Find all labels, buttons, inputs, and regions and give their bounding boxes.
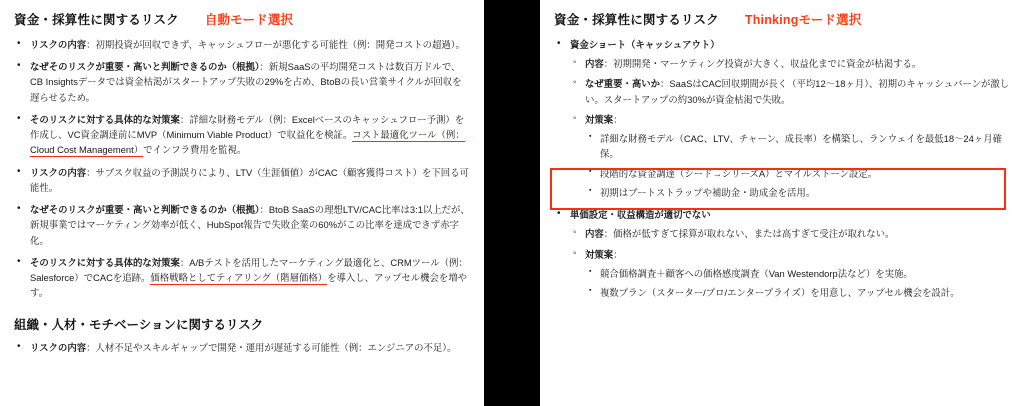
group-heading: 資金ショート（キャッシュアウト） — [570, 39, 720, 50]
item-lead: なぜそのリスクが重要・高いと判断できるのか（根拠） — [30, 61, 260, 73]
item-lead: リスクの内容 — [30, 341, 87, 353]
item-lead: なぜそのリスクが重要・高いと判断できるのか（根拠） — [30, 204, 260, 216]
action-list — [585, 266, 1012, 300]
item-text: ：新規SaaSの平均開発コストは数百万ドルで、CB Insightsデータでは資金枯渇がスタートアップ失敗の29%を占め、BtoBの長い営業サイクルが回収を遅らせるため。 — [30, 61, 462, 103]
list-item: ▪ 詳細な財務モデル（CAC、LTV、チャーン、成長率）を構築し、ランウェイを最低18〜24ヶ月確保。 — [585, 131, 1012, 161]
item-lead: そのリスクに対する具体的な対策案 — [30, 113, 180, 125]
list-item — [14, 202, 470, 248]
sub-list — [570, 226, 1012, 300]
list-item — [570, 56, 1012, 71]
item-text: ：BtoB SaaSの理想LTV/CAC比率は3:1以上だが、新規事業ではマーケティング効率が低く、HubSpot報告で失敗企業の60%がこの比率を達成できず赤字化。 — [30, 204, 470, 246]
list-item — [570, 112, 1012, 200]
item-tail: でインフラ費用を監視。 — [143, 144, 247, 156]
list-item — [570, 247, 1012, 301]
item-text: ：詳細な財務モデル（例：Excelベースのキャッシュフロー予測）を作成し、VC資金調達前にMVP（Minimum Viable Product）で収益化を検証。 — [30, 113, 465, 141]
item-tail: を導入し、アップセル機会を増やす。 — [30, 272, 468, 299]
item-lead: そのリスクに対する具体的な対策案 — [30, 256, 180, 268]
left-panel-mode-label: 自動モード選択 — [204, 13, 294, 27]
left-panel-header — [14, 10, 470, 28]
item-highlight: コスト最適化ツール（例：Cloud Cost Management） — [30, 129, 465, 156]
item-highlight: 価格戦略としてティアリング（階層価格） — [150, 272, 328, 284]
list-item — [570, 76, 1012, 106]
right-panel — [540, 0, 1024, 406]
right-panel-title: 資金・採算性に関するリスク — [554, 13, 719, 27]
group-heading: 単価設定・収益構造が適切でない — [570, 209, 711, 221]
item-text: ：初期開発・マーケティング投資が大きく、収益化までに資金が枯渇する。 — [603, 58, 922, 70]
item-text: ：A/Bテストを活用したマーケティング最適化と、CRMツール（例：Salesforce）でCACを追跡。 — [30, 256, 468, 284]
item-lead: 対策案 — [585, 113, 614, 125]
right-risk-list — [554, 37, 1012, 300]
list-item — [554, 207, 1012, 300]
list-item — [14, 340, 470, 355]
item-lead: リスクの内容 — [30, 166, 87, 178]
sub-list — [570, 56, 1012, 200]
item-text: ：SaaSはCAC回収期間が長く（平均12〜18ヶ月）、初期のキャッシュバーンが激しい。スタートアップの約30%が資金枯渇で失敗。 — [585, 78, 1010, 105]
list-item — [570, 226, 1012, 241]
item-text: ： — [613, 113, 623, 125]
list-item — [554, 37, 1012, 200]
right-panel-header — [554, 10, 1012, 28]
list-item — [14, 112, 470, 158]
item-lead: なぜ重要・高いか — [585, 78, 661, 90]
list-item — [14, 255, 470, 301]
list-item: ▪ 競合価格調査＋顧客への価格感度調査（Van Westendorp法など）を実施。 — [585, 266, 1012, 281]
list-item: ▪ 複数プラン（スターター/プロ/エンタープライズ）を用意し、アップセル機会を設計。 — [585, 285, 1012, 300]
left-panel-title: 資金・採算性に関するリスク — [14, 13, 179, 27]
left-panel — [0, 0, 484, 406]
item-text: ：初期投資が回収できず、キャッシュフローが悪化する可能性（例：開発コストの超過）。 — [86, 39, 465, 50]
list-item — [14, 165, 470, 195]
right-panel-mode-label: Thinkingモード選択 — [744, 13, 862, 27]
center-divider — [484, 0, 540, 406]
left-risk-list — [14, 37, 470, 301]
list-item — [14, 37, 470, 52]
list-item: ▪ 段階的な資金調達（シード→シリーズA）とマイルストーン設定。 — [585, 166, 1012, 181]
list-item: ▪ 初期はブートストラップや補助金・助成金を活用。 — [585, 185, 1012, 200]
item-text: ：人材不足やスキルギャップで開発・運用が遅延する可能性（例：エンジニアの不足）。 — [86, 341, 457, 353]
item-lead: リスクの内容 — [30, 39, 87, 50]
item-lead: 内容 — [585, 228, 604, 240]
item-text: ：価格が低すぎて採算が取れない、または高すぎて受注が取れない。 — [603, 228, 895, 240]
item-lead: 内容 — [585, 58, 604, 70]
action-list — [585, 131, 1012, 200]
left-section-title-2: 組織・人材・モチベーションに関するリスク — [14, 317, 264, 332]
left-org-risk-list — [14, 340, 470, 355]
item-lead: 対策案 — [585, 248, 614, 260]
item-text: ：サブスク収益の予測誤りにより、LTV（生涯価値）がCAC（顧客獲得コスト）を下回る可能性。 — [30, 166, 469, 193]
list-item — [14, 59, 470, 105]
item-text: ： — [613, 248, 623, 260]
